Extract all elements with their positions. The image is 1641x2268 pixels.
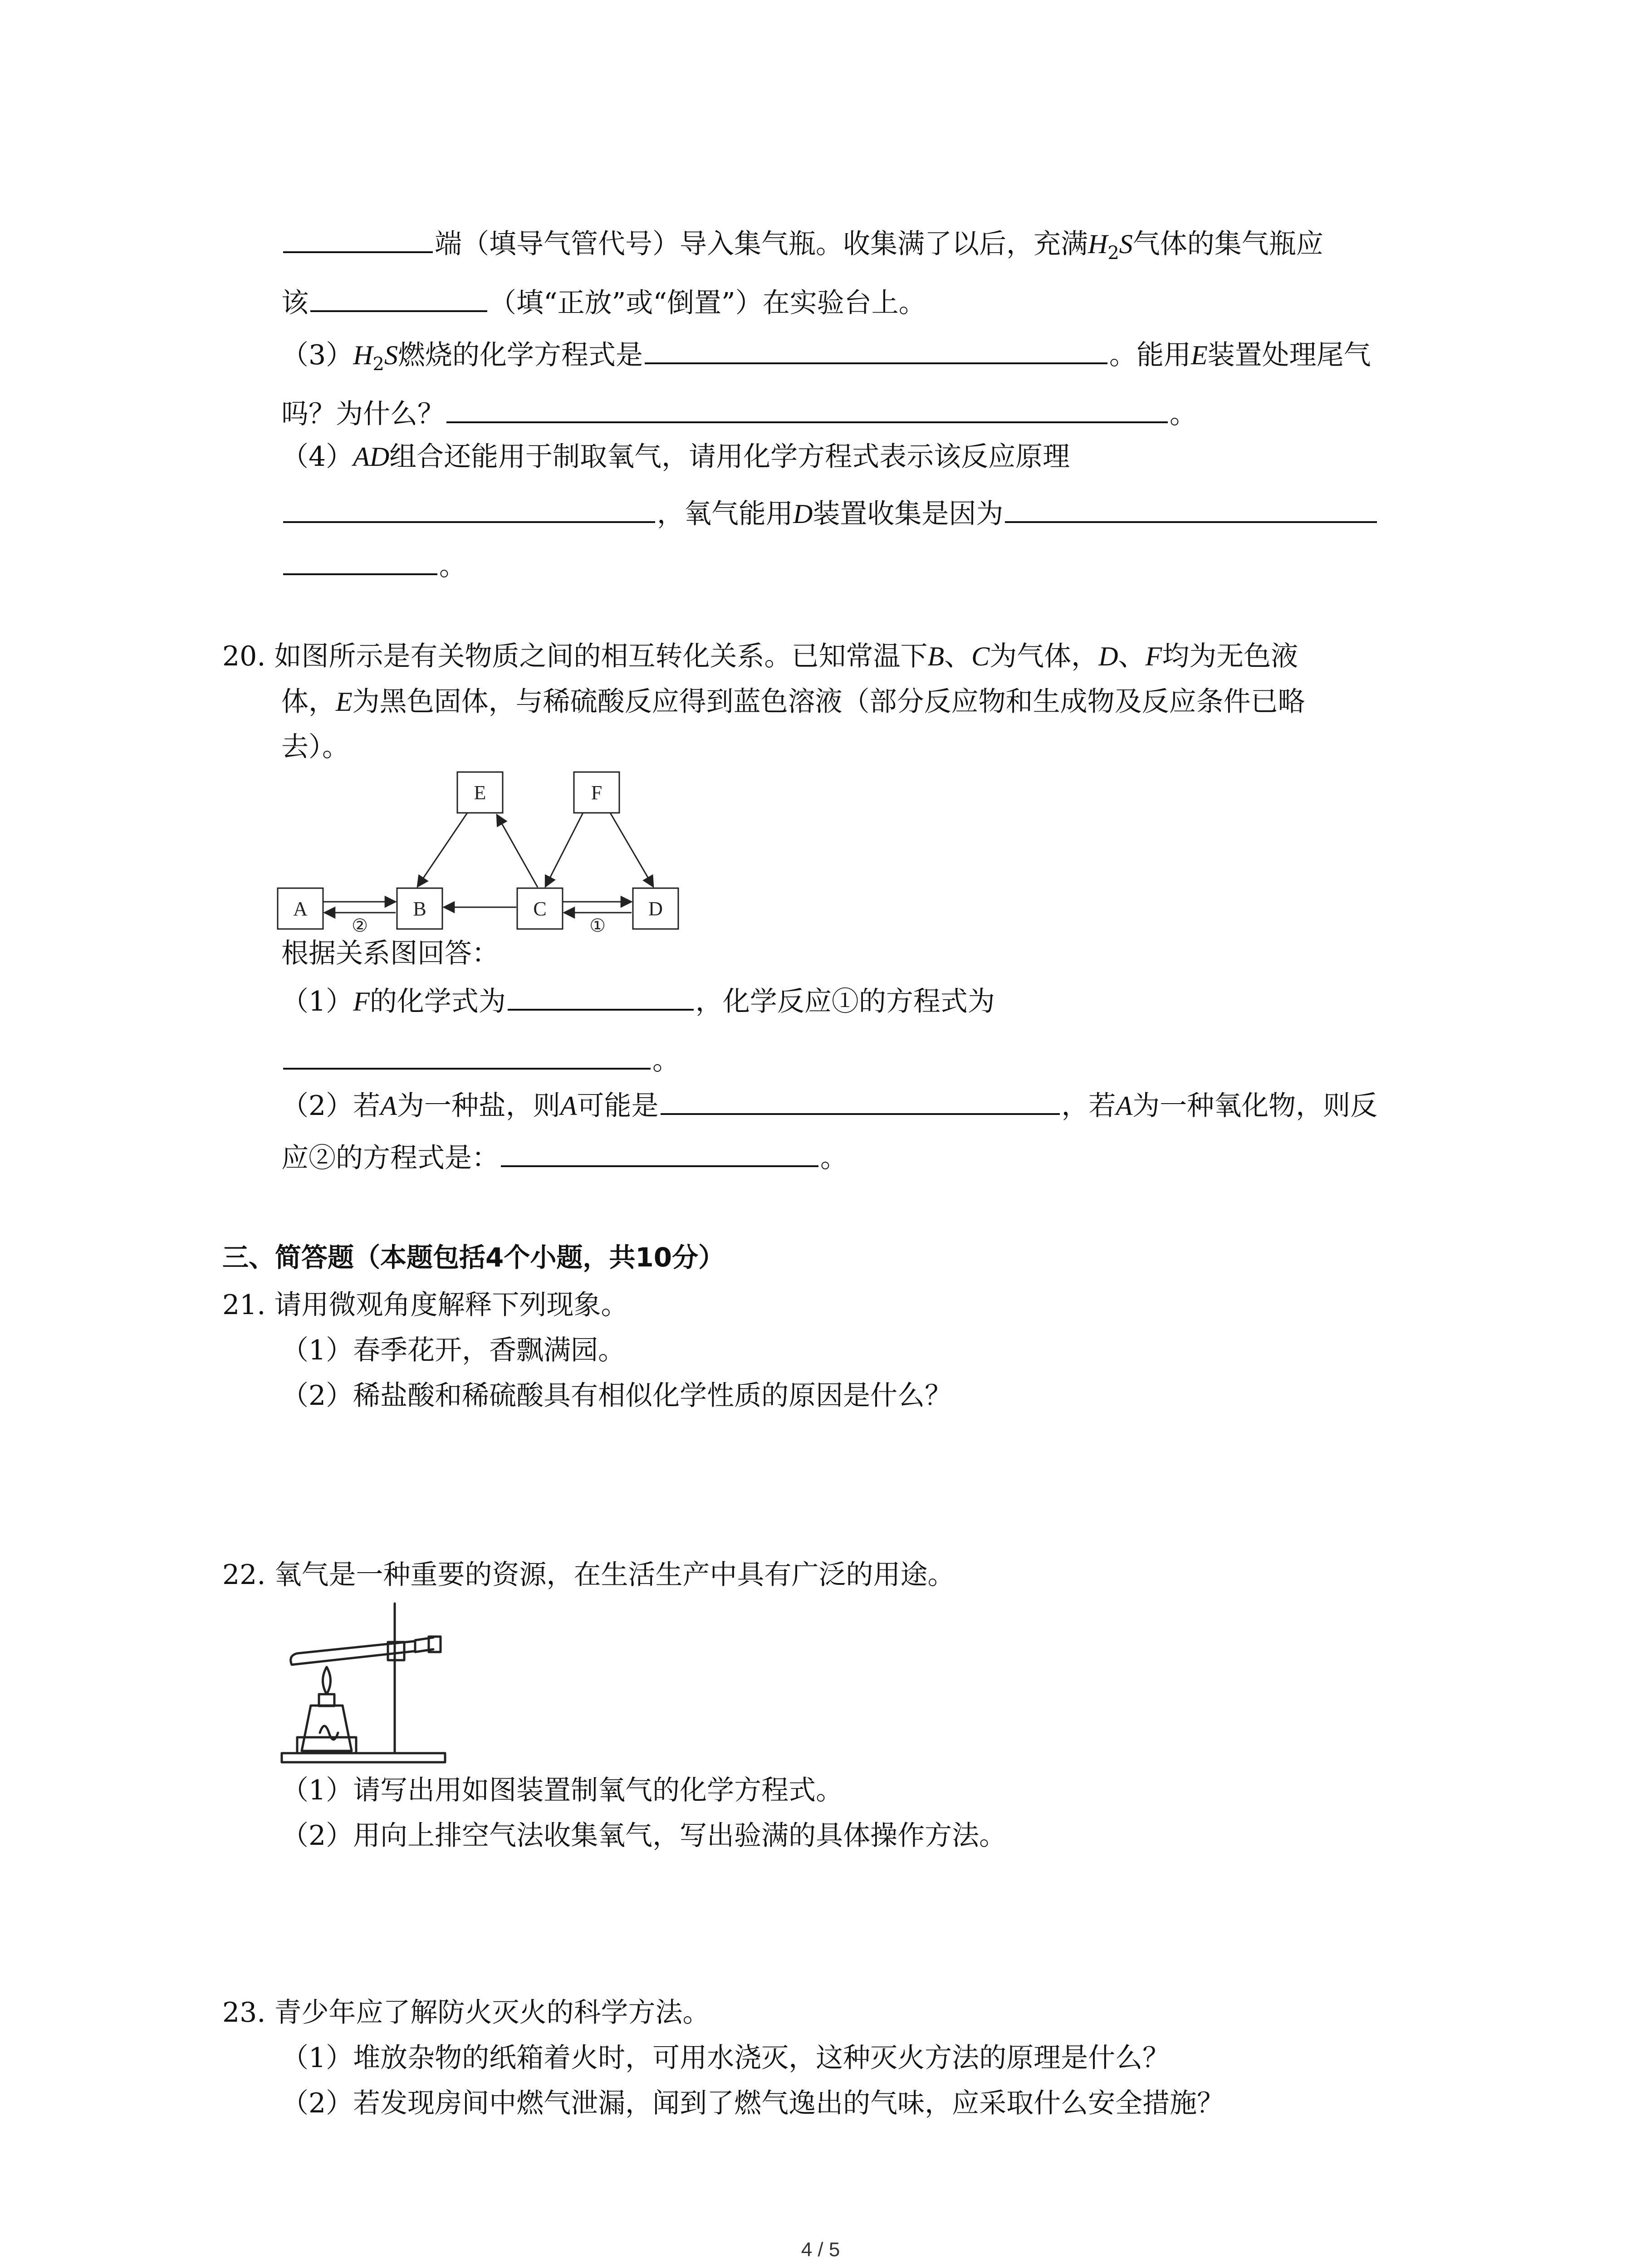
label-D: D (648, 898, 663, 920)
section-heading: 三、简答题（本题包括4个小题，共10分） (222, 1242, 725, 1273)
q23-part2: （2）若发现房间中燃气泄漏，闻到了燃气逸出的气味，应采取什么安全措施？ (281, 2087, 1225, 2119)
label-B: B (413, 898, 426, 920)
answer-blank[interactable] (501, 1136, 818, 1167)
label-reaction-1: ① (589, 915, 606, 936)
q20-line7: （2）若A为一种盐，则A可能是 ，若A为一种氧化物，则反 (281, 1084, 1377, 1125)
answer-blank[interactable] (283, 492, 655, 523)
q23-part1: （1）堆放杂物的纸箱着火时，可用水浇灭，这种灭火方法的原理是什么？ (281, 2042, 1170, 2074)
label-C: C (533, 898, 547, 920)
answer-blank[interactable] (661, 1084, 1060, 1115)
arrow-C-to-E (497, 815, 538, 887)
q22-part2: （2）用向上排空气法收集氧气，写出验满的具体操作方法。 (281, 1820, 1007, 1852)
label-reaction-2: ② (352, 915, 368, 936)
relationship-diagram (277, 767, 685, 939)
q22-title: 22. 氧气是一种重要的资源，在生活生产中具有广泛的用途。 (222, 1559, 955, 1591)
q19-line5: （4）AD组合还能用于制取氧气，请用化学方程式表示该反应原理 (281, 441, 1070, 473)
q20-line4: 根据关系图回答： (281, 938, 499, 969)
label-F: F (591, 782, 603, 804)
q20-line6: 。 (281, 1039, 680, 1080)
q20-line8: 应②的方程式是： 。 (281, 1136, 847, 1177)
answer-blank[interactable] (310, 281, 487, 312)
answer-blank[interactable] (283, 544, 437, 575)
answer-blank[interactable] (645, 333, 1107, 364)
arrow-E-to-B (417, 813, 467, 887)
label-A: A (293, 898, 308, 920)
answer-blank[interactable] (1005, 492, 1377, 523)
label-E: E (474, 782, 486, 804)
q20-line2: 体，E为黑色固体，与稀硫酸反应得到蓝色溶液（部分反应物和生成物及反应条件已略 (281, 686, 1305, 718)
answer-blank[interactable] (508, 980, 694, 1011)
arrow-F-to-D (610, 813, 653, 887)
arrow-F-to-C (545, 813, 583, 887)
q19-line4: 吗？为什么？ 。 (281, 392, 1197, 433)
answer-blank[interactable] (446, 392, 1168, 423)
q19-line1: 端（填导气管代号）导入集气瓶。收集满了以后，充满$H_2S$气体的集气瓶应 (281, 222, 1323, 272)
q19-line7: 。 (281, 544, 466, 585)
page-number: 4 / 5 (801, 2239, 840, 2261)
answer-blank[interactable] (283, 222, 433, 253)
q21-part2: （2）稀盐酸和稀硫酸具有相似化学性质的原因是什么？ (281, 1380, 952, 1412)
q21-title: 21. 请用微观角度解释下列现象。 (222, 1289, 628, 1321)
q22-part1: （1）请写出用如图装置制氧气的化学方程式。 (281, 1774, 843, 1806)
q21-part1: （1）春季花开，香飘满园。 (281, 1334, 626, 1366)
apparatus-illustration (279, 1601, 470, 1769)
q19-line6: ，氧气能用D装置收集是因为 (281, 492, 1379, 533)
answer-blank[interactable] (283, 1039, 651, 1070)
q23-title: 23. 青少年应了解防火灭火的科学方法。 (222, 1997, 710, 2028)
q20-line3: 去）。 (281, 731, 349, 763)
q20-line1: 20. 如图所示是有关物质之间的相互转化关系。已知常温下B、C为气体，D、F均为无色液 (222, 640, 1298, 672)
q19-line3: $(3)H_2S$燃烧的化学方程式是 。能用E装置处理尾气 (281, 333, 1371, 383)
q20-line5: （1）F的化学式为 ，化学反应①的方程式为 (281, 980, 995, 1021)
q19-line2: 该 （填“正放”或“倒置”）在实验台上。 (281, 281, 926, 322)
